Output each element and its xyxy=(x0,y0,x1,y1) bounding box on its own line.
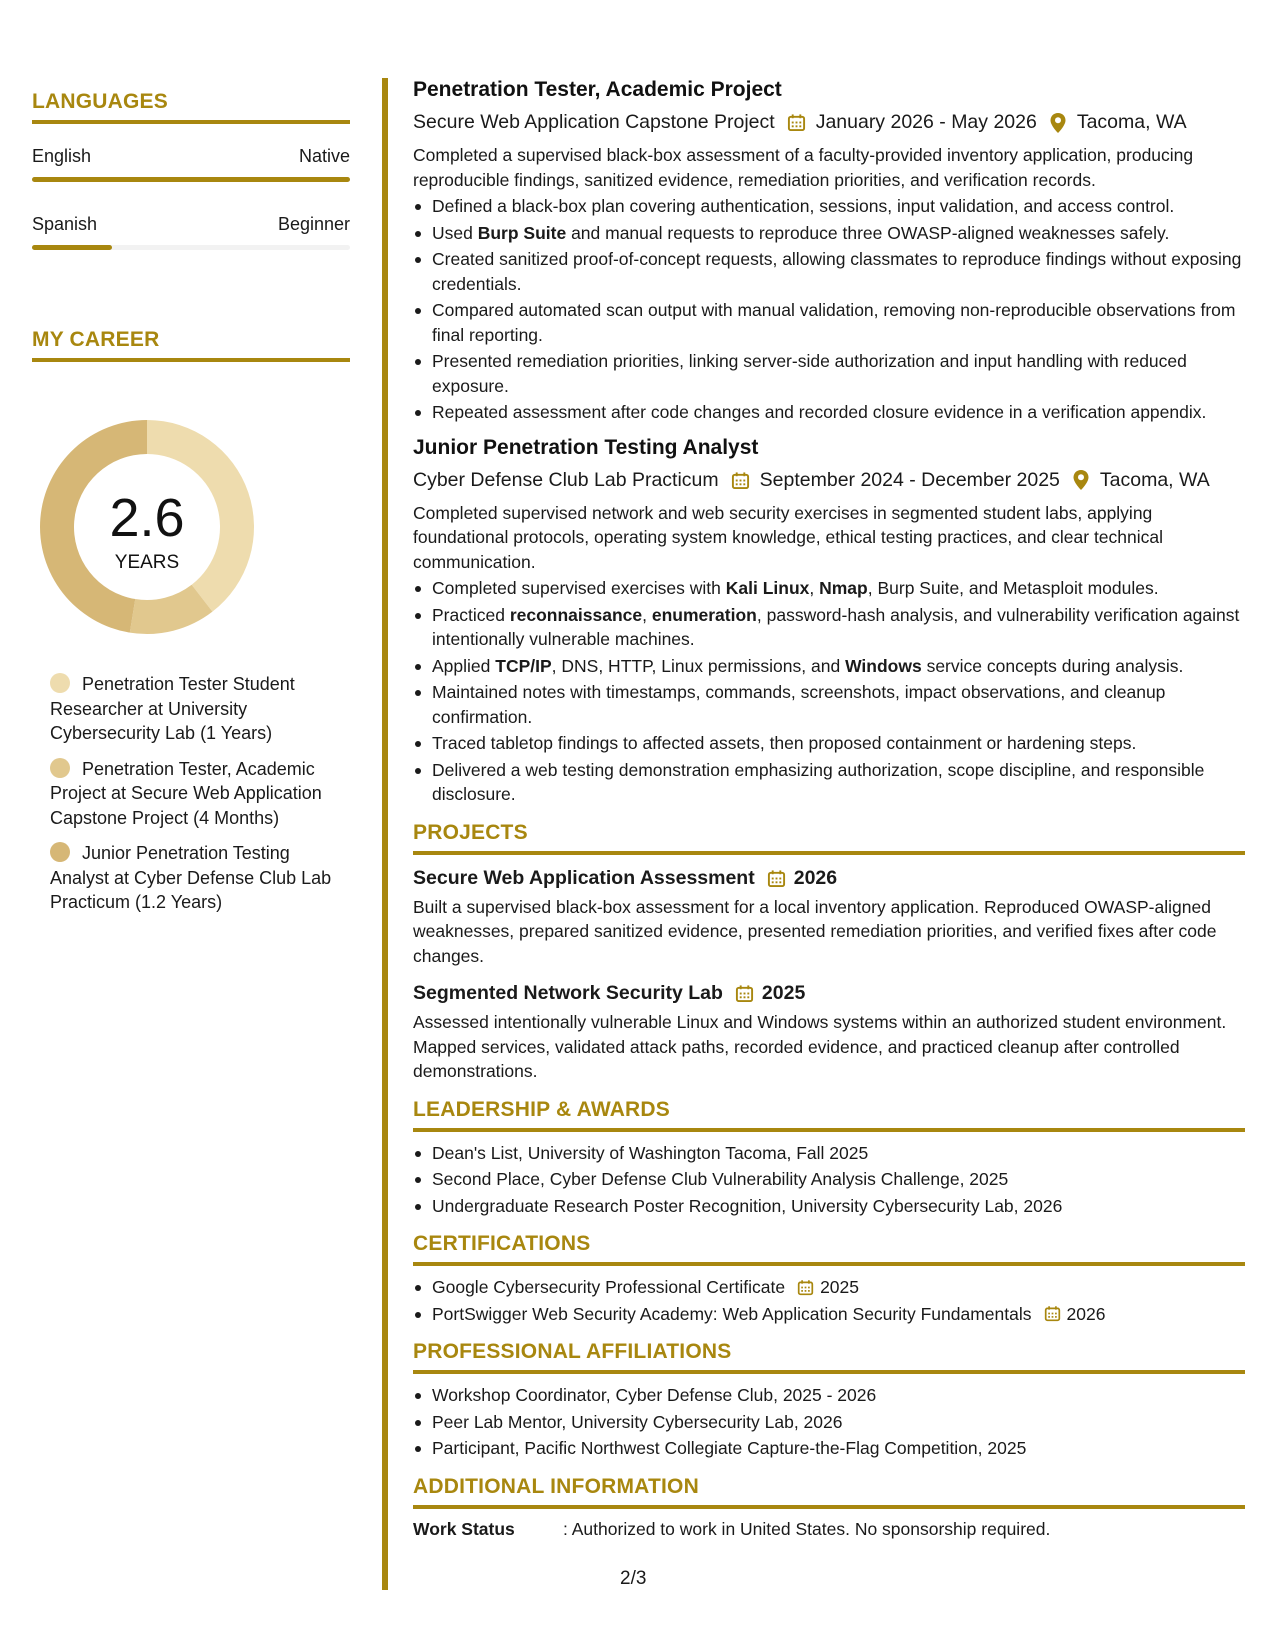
certification-item xyxy=(413,1275,1245,1300)
career-legend-text: Penetration Tester Student Researcher at University Cybersecurity Lab (1 Years) xyxy=(50,674,295,743)
leadership-item: Undergraduate Research Poster Recognition, University Cybersecurity Lab, 2026 xyxy=(413,1194,1245,1219)
language-level: Native xyxy=(298,146,350,166)
career-donut-svg xyxy=(32,412,262,642)
job-entry xyxy=(413,436,1245,807)
job-title: Penetration Tester, Academic Project xyxy=(413,78,782,101)
language-proficiency-bar xyxy=(32,245,350,250)
job-bullet: Maintained notes with timestamps, commands, screenshots, impact observations, and cleanup confirmation. xyxy=(413,680,1245,729)
work-status-label: Work Status xyxy=(413,1518,515,1539)
legend-dot xyxy=(50,758,70,778)
job-organization: Cyber Defense Club Lab Practicum xyxy=(413,468,719,491)
project-name: Secure Web Application Assessment xyxy=(413,866,755,889)
job-location: Tacoma, WA xyxy=(1076,111,1187,133)
career-legend-item xyxy=(50,841,340,915)
project-title-row xyxy=(413,982,1245,1005)
job-bullet: Completed supervised exercises with Kali Linux, Nmap, Burp Suite, and Metasploit modules. xyxy=(413,576,1245,601)
certification-year: 2026 xyxy=(1066,1303,1106,1324)
projects-rule xyxy=(413,851,1245,855)
leadership-section xyxy=(413,1098,1245,1219)
leadership-heading: LEADERSHIP & AWARDS xyxy=(413,1097,670,1121)
legend-dot xyxy=(50,842,70,862)
legend-dot xyxy=(50,673,70,693)
leadership-item: Dean's List, University of Washington Tacoma, Fall 2025 xyxy=(413,1141,1245,1166)
column-divider xyxy=(382,78,388,1590)
projects-section xyxy=(413,821,1245,1084)
job-bullet: Defined a black-box plan covering authentication, sessions, input validation, and access control. xyxy=(413,194,1245,219)
work-status-row xyxy=(413,1519,1245,1540)
calendar-icon xyxy=(735,984,754,1003)
affiliations-list xyxy=(413,1383,1245,1461)
job-meta xyxy=(413,111,1245,134)
certification-name: Google Cybersecurity Professional Certificate xyxy=(432,1277,786,1297)
career-legend xyxy=(50,672,340,926)
page-number: 2/3 xyxy=(620,1568,647,1589)
language-name: English xyxy=(32,146,92,166)
language-item xyxy=(32,146,350,182)
location-pin-icon xyxy=(1072,469,1090,491)
work-status-value: : Authorized to work in United States. No sponsorship required. xyxy=(563,1518,1051,1539)
career-total-value: 2.6 xyxy=(109,488,185,548)
job-bullet: Delivered a web testing demonstration emphasizing authorization, scope discipline, and responsible disclosure. xyxy=(413,758,1245,807)
job-title: Junior Penetration Testing Analyst xyxy=(413,435,759,459)
career-legend-text: Penetration Tester, Academic Project at Secure Web Application Capstone Project (4 Months) xyxy=(50,758,322,828)
job-description: Completed supervised network and web security exercises in segmented student labs, applying foundational protocols, operating system knowledge, ethical testing practices, and clear technical communication. xyxy=(413,502,1164,572)
project-description: Assessed intentionally vulnerable Linux and Windows systems within an authorized student environment. Mapped services, validated attack paths, recorded evidence, and practiced cleanup after controlled demonstrations. xyxy=(413,1012,1227,1081)
affiliation-item: Participant, Pacific Northwest Collegiate Capture-the-Flag Competition, 2025 xyxy=(413,1436,1245,1461)
language-proficiency-fill xyxy=(32,245,112,250)
job-bullet: Traced tabletop findings to affected assets, then proposed containment or hardening steps. xyxy=(413,731,1245,756)
languages-rule xyxy=(32,120,350,124)
languages-heading: LANGUAGES xyxy=(32,90,168,113)
career-heading: MY CAREER xyxy=(32,328,160,351)
career-total-unit: YEARS xyxy=(114,552,180,573)
location-pin-icon xyxy=(1049,112,1067,134)
certifications-section xyxy=(413,1232,1245,1326)
leadership-rule xyxy=(413,1128,1245,1132)
project-description: Built a supervised black-box assessment for a local inventory application. Reproduced OWASP-aligned weaknesses, prepared sanitized evidence, presented remediation priorities, and verified fixes after code changes. xyxy=(413,896,1217,966)
project-year: 2026 xyxy=(793,866,838,889)
languages-section xyxy=(32,90,350,250)
job-organization: Secure Web Application Capstone Project xyxy=(413,111,775,133)
certifications-rule xyxy=(413,1262,1245,1266)
certifications-heading: CERTIFICATIONS xyxy=(413,1232,591,1255)
job-meta xyxy=(413,469,1245,492)
job-bullets xyxy=(413,576,1245,807)
affiliation-item: Workshop Coordinator, Cyber Defense Club, 2025 - 2026 xyxy=(413,1383,1245,1408)
affiliations-section xyxy=(413,1340,1245,1461)
career-legend-item xyxy=(50,757,340,831)
career-legend-text: Junior Penetration Testing Analyst at Cyber Defense Club Lab Practicum (1.2 Years) xyxy=(50,843,332,912)
job-location: Tacoma, WA xyxy=(1099,468,1210,491)
leadership-list xyxy=(413,1141,1245,1219)
additional-heading: ADDITIONAL INFORMATION xyxy=(413,1474,699,1498)
job-bullet: Repeated assessment after code changes and recorded closure evidence in a verification appendix. xyxy=(413,400,1245,425)
calendar-icon xyxy=(767,869,786,888)
sidebar xyxy=(32,90,350,362)
language-proficiency-bar xyxy=(32,177,350,182)
job-bullet: Practiced reconnaissance, enumeration, password-hash analysis, and vulnerability verification against intentionally vulnerable machines. xyxy=(413,603,1245,652)
job-bullet: Used Burp Suite and manual requests to reproduce three OWASP-aligned weaknesses safely. xyxy=(413,221,1245,246)
leadership-item: Second Place, Cyber Defense Club Vulnerability Analysis Challenge, 2025 xyxy=(413,1167,1245,1192)
additional-rule xyxy=(413,1505,1245,1509)
language-item xyxy=(32,214,350,250)
job-bullet: Compared automated scan output with manual validation, removing non-reproducible observations from final reporting. xyxy=(413,298,1245,347)
career-donut-chart xyxy=(32,412,262,642)
career-legend-item xyxy=(50,672,340,746)
calendar-icon xyxy=(1044,1305,1061,1322)
calendar-icon xyxy=(797,1279,814,1296)
job-description: Completed a supervised black-box assessment of a faculty-provided inventory application, producing reproducible findings, sanitized evidence, remediation priorities, and verification records. xyxy=(413,145,1194,190)
certification-year: 2025 xyxy=(820,1277,860,1297)
career-section xyxy=(32,328,350,362)
project-title-row xyxy=(413,867,1245,890)
calendar-icon xyxy=(787,113,806,132)
career-rule xyxy=(32,358,350,362)
job-bullet: Applied TCP/IP, DNS, HTTP, Linux permissions, and Windows service concepts during analysis. xyxy=(413,654,1245,679)
certification-name: PortSwigger Web Security Academy: Web Application Security Fundamentals xyxy=(432,1303,1032,1324)
project-year: 2025 xyxy=(761,982,806,1004)
affiliation-item: Peer Lab Mentor, University Cybersecurity Lab, 2026 xyxy=(413,1410,1245,1435)
job-bullet: Created sanitized proof-of-concept requests, allowing classmates to reproduce findings without exposing credentials. xyxy=(413,247,1245,296)
certification-item xyxy=(413,1302,1245,1327)
language-name: Spanish xyxy=(32,214,98,234)
job-entry xyxy=(413,78,1245,425)
certifications-list xyxy=(413,1275,1245,1326)
language-level: Beginner xyxy=(277,214,350,234)
main-content xyxy=(413,78,1245,1540)
project-name: Segmented Network Security Lab xyxy=(413,982,723,1004)
job-dates: January 2026 - May 2026 xyxy=(815,111,1037,133)
job-dates: September 2024 - December 2025 xyxy=(759,468,1060,491)
job-bullet: Presented remediation priorities, linking server-side authorization and input handling with reduced exposure. xyxy=(413,349,1245,398)
language-proficiency-fill xyxy=(32,177,350,182)
affiliations-rule xyxy=(413,1370,1245,1374)
job-bullets xyxy=(413,194,1245,425)
calendar-icon xyxy=(731,471,750,490)
projects-heading: PROJECTS xyxy=(413,820,528,844)
additional-section xyxy=(413,1475,1245,1540)
affiliations-heading: PROFESSIONAL AFFILIATIONS xyxy=(413,1340,732,1363)
